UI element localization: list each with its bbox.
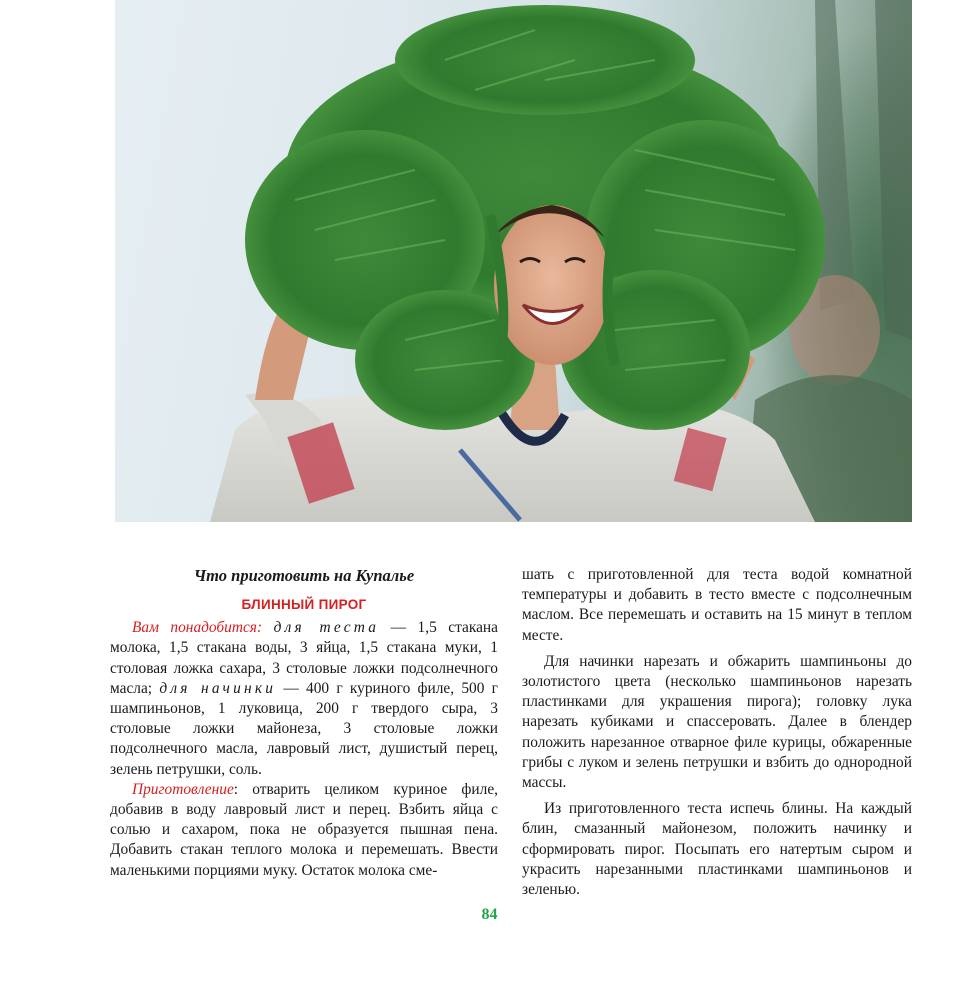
dough-label: для теста	[273, 619, 380, 637]
preparation-continued: шать с приготовленной для теста водой комнатной температуры и добавить в тесто вместе с подсолнечным маслом. Все перемешать и оставить на 15 минут в теплом месте.	[522, 566, 912, 644]
dough-text: — 1,5 стакана молока, 1,5 стакана воды, 3 яйца, 1,5 стакана муки, 1 столовая ложка сахара, 3 столовые ложки подсолнечного масла;	[110, 619, 498, 697]
recipe-title: БЛИННЫЙ ПИРОГ	[241, 597, 367, 612]
ingredients-paragraph	[110, 618, 498, 780]
page-number: 84	[481, 906, 498, 923]
photo-illustration	[115, 0, 912, 522]
filling-text: — 400 г куриного филе, 500 г шампиньонов, 1 луковица, 200 г твердого сыра, 3 столовые ложки майонеза, 3 столовые ложки подсолнечного масла, лавровый лист, душистый перец, зелень петрушки, соль.	[110, 679, 498, 778]
final-paragraph: Из приготовленного теста испечь блины. На каждый блин, смазанный майонезом, положить начинку и сформировать пирог. Посыпать его натертым сыром и украсить нарезанными пластинками шампиньонов и зеленью.	[522, 800, 912, 899]
prep-label: Приготовление	[132, 780, 234, 798]
left-column	[110, 565, 498, 881]
prep-text: отварить целиком куриное филе, добавив в воду лавровый лист и перец. Взбить яйца с солью и сахаром, пока не образуется пышная пена. Добавить стакан теплого молока и перемешать. Ввести маленькими порциями муку. Остаток молока сме-	[110, 780, 498, 879]
prep-colon: :	[233, 780, 239, 798]
right-column	[522, 565, 912, 900]
preparation-paragraph	[110, 780, 498, 881]
filling-paragraph: Для начинки нарезать и обжарить шампиньоны до золотистого цвета (несколько шампиньонов нарезать пластинками для украшения пирога); головку лука нарезать кубиками и спассеровать. Далее в блендер положить нарезанное отварное филе курицы, обжаренные грибы с луком и зелень петрушки и взбить до однородной массы.	[522, 652, 912, 792]
need-label: Вам понадобится:	[132, 619, 263, 637]
filling-label: для начинки	[159, 679, 277, 697]
section-title: Что приготовить на Купалье	[193, 566, 415, 585]
fern-wreath-photo	[115, 0, 912, 522]
